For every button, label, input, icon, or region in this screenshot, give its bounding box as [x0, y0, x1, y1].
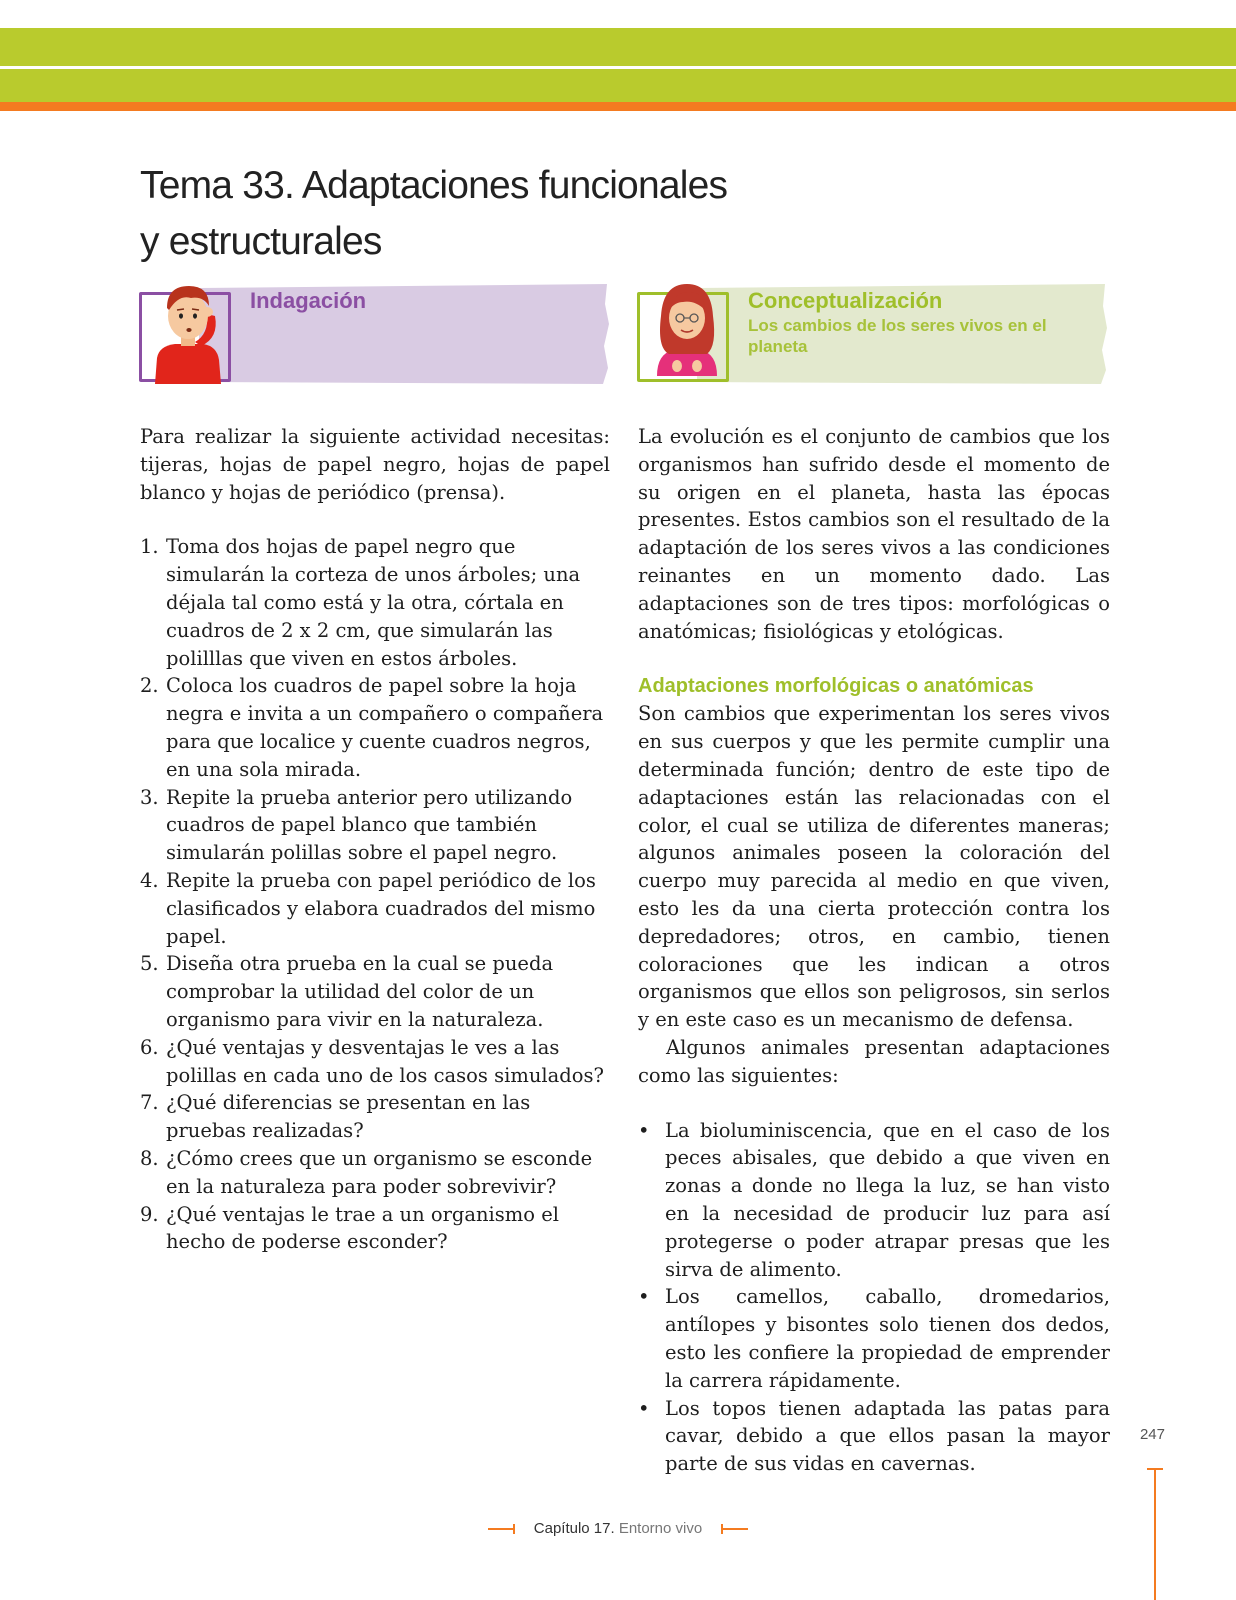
step-item	[140, 672, 610, 783]
boy-thinking-icon	[145, 276, 237, 384]
evolution-intro: La evolución es el conjunto de cambios que los organismos han sufrido desde el momento de su origen en el planeta, hasta las épocas presentes. Estos cambios son el resultado de la adaptación de los seres vivos a las condiciones reinantes en un momento dado. Las adaptaciones son de tres tipos: morfológicas o anatómicas; fisiológicas y etológicas.	[638, 425, 1110, 643]
bullet-text: Los camellos, caballo, dromedarios, antílopes y bisontes solo tienen dos dedos, esto les confiere la propiedad de emprender la carrera rápidamente.	[665, 1285, 1110, 1392]
bullet-dot: •	[638, 1396, 650, 1420]
bullet-dot: •	[638, 1285, 650, 1309]
step-item	[140, 533, 610, 672]
page-edge-tick	[1147, 1468, 1163, 1470]
step-number: 4.	[140, 868, 159, 892]
indagacion-banner	[139, 282, 611, 390]
page-title-line2: y estructurales	[140, 220, 382, 263]
page-number: 247	[1139, 1426, 1165, 1443]
left-column	[140, 423, 610, 1256]
step-text: ¿Qué ventajas y desventajas le ves a las polillas en cada uno de los casos simulados?	[166, 1035, 604, 1087]
step-number: 2.	[140, 674, 159, 698]
step-text: ¿Qué diferencias se presentan en las pruebas realizadas?	[166, 1091, 531, 1143]
activity-intro: Para realizar la siguiente actividad necesitas: tijeras, hojas de papel negro, hojas de papel blanco y hojas de periódico (prensa).	[140, 425, 610, 504]
bullet-item	[638, 1283, 1110, 1394]
conceptualizacion-banner	[637, 282, 1109, 390]
step-number: 3.	[140, 785, 159, 809]
step-item	[140, 950, 610, 1033]
footer-chapter: Capítulo 17.	[533, 1520, 615, 1537]
adaptation-examples	[638, 1117, 1110, 1478]
step-text: Repite la prueba con papel periódico de los clasificados y elabora cuadrados del mismo papel.	[166, 868, 596, 948]
bullet-dot: •	[638, 1118, 650, 1142]
step-text: Toma dos hojas de papel negro que simularán la corteza de unos árboles; una déjala tal como está y la otra, córtala en cuadros de 2 x 2 cm, que simularán las polilllas que viven en estos árboles.	[166, 535, 581, 670]
step-item	[140, 1034, 610, 1090]
morphological-paragraph: Son cambios que experimentan los seres vivos en sus cuerpos y que les permite cumplir una determinada función; dentro de este tipo de adaptaciones están las relacionadas con el color, el cual se utiliza de diferentes maneras; algunos animales poseen la coloración del cuerpo muy parecida al medio en que viven, esto les da una cierta protección contra los depredadores; otros, en cambio, tienen coloraciones que les indican a otros organismos que ellos son peligrosos, sin serlos y en este caso es un mecanismo de defensa.	[638, 702, 1110, 1032]
step-item	[140, 1089, 610, 1145]
page-title	[140, 158, 900, 270]
step-item	[140, 1145, 610, 1201]
step-text: Diseña otra prueba en la cual se pueda comprobar la utilidad del color de un organismo para vivir en la naturaleza.	[166, 952, 554, 1031]
section-subheading: Adaptaciones morfológicas o anatómicas	[638, 675, 1034, 698]
footer-chapter-title: Entorno vivo	[618, 1520, 703, 1537]
footer	[0, 1520, 1236, 1537]
bullet-text: La bioluminiscencia, que en el caso de los peces abisales, que debido a que viven en zonas a donde no llega la luz, se han visto en la necesidad de producir luz para así protegerse o poder atrapar presas que les sirva de alimento.	[665, 1118, 1110, 1281]
girl-teacher-icon	[643, 276, 735, 384]
step-number: 5.	[140, 952, 159, 976]
header-band-bottom	[0, 69, 1236, 102]
step-text: ¿Cómo crees que un organismo se esconde en la naturaleza para poder sobrevivir?	[166, 1146, 593, 1198]
conceptualizacion-subheading: Los cambios de los seres vivos en el planeta	[748, 316, 1047, 356]
step-number: 1.	[140, 535, 159, 559]
step-item	[140, 1201, 610, 1257]
bullet-text: Los topos tienen adaptada las patas para cavar, debido a que ellos pasan la mayor parte de sus vidas en cavernas.	[665, 1396, 1110, 1476]
examples-intro: Algunos animales presentan adaptaciones como las siguientes:	[638, 1035, 1110, 1087]
bullet-item	[638, 1395, 1110, 1478]
step-text: Coloca los cuadros de papel sobre la hoja negra e invita a un compañero o compañera para que localice y cuente cuadros negros, en una sola mirada.	[166, 674, 604, 781]
step-number: 9.	[140, 1202, 159, 1226]
footer-left-mark	[488, 1524, 516, 1534]
step-text: Repite la prueba anterior pero utilizando cuadros de papel blanco que también simularán polillas sobre el papel negro.	[166, 785, 573, 865]
header-band-top	[0, 28, 1236, 66]
step-number: 8.	[140, 1146, 159, 1170]
step-item	[140, 867, 610, 950]
step-number: 7.	[140, 1091, 159, 1115]
bullet-item	[638, 1117, 1110, 1284]
step-text: ¿Qué ventajas le trae a un organismo el hecho de poderse esconder?	[166, 1202, 560, 1254]
activity-steps	[140, 533, 610, 1256]
step-item	[140, 784, 610, 867]
indagacion-heading: Indagación	[250, 288, 367, 313]
header-band-orange	[0, 102, 1236, 111]
right-column	[638, 423, 1110, 1478]
page-title-line1: Tema 33. Adaptaciones funcionales	[140, 164, 728, 207]
step-number: 6.	[140, 1035, 159, 1059]
conceptualizacion-heading: Conceptualización	[748, 288, 943, 313]
footer-right-mark	[720, 1524, 748, 1534]
